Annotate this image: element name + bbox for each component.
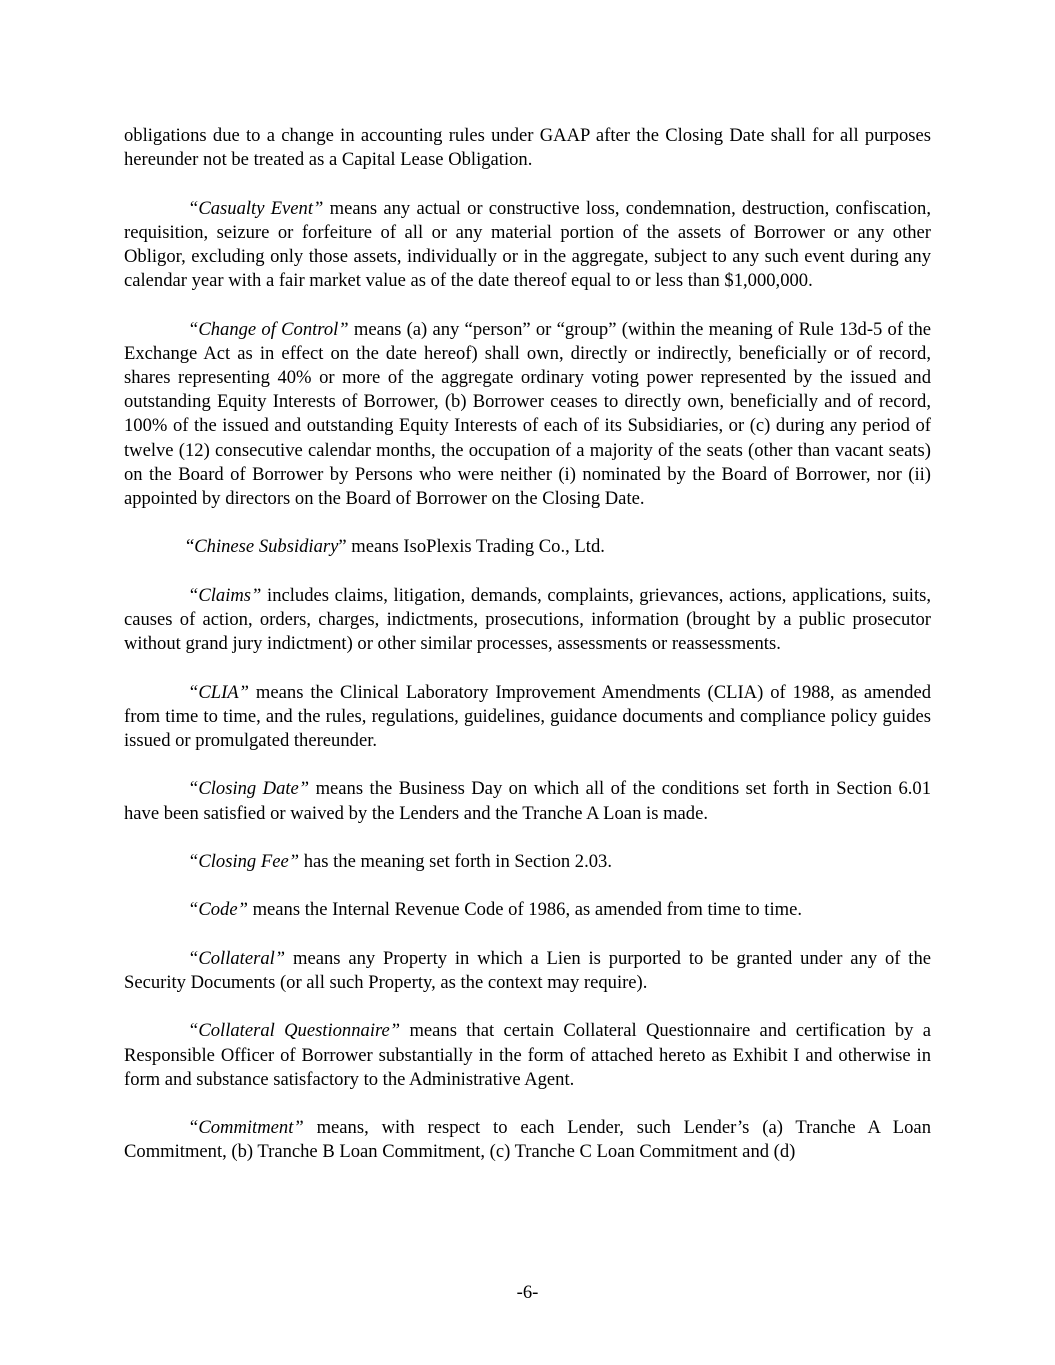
definition-text: has the meaning set forth in Section 2.03.: [299, 850, 612, 872]
definition-text: means the Business Day on which all of the conditions set forth in Section 6.01 have been satisfied or waived by the Lenders and the Tranche A Loan is made.: [124, 778, 931, 824]
defined-term: “Casualty Event”: [188, 197, 324, 219]
defined-term: “CLIA”: [188, 681, 249, 703]
open-quote: “: [186, 536, 195, 558]
definition-text: includes claims, litigation, demands, complaints, grievances, actions, applications, suits, causes of action, orders, charges, indictments, prosecutions, information (brought by a public prosecutor without grand jury indictment) or other similar processes, assessments or reassessments.: [124, 584, 931, 655]
defined-term: “Commitment”: [188, 1117, 304, 1139]
definition-collateral: [124, 947, 931, 995]
definition-text: means any Property in which a Lien is purported to be granted under any of the Security Documents (or all such Property, as the context may require).: [124, 947, 931, 993]
definition-text: means that certain Collateral Questionnaire and certification by a Responsible Officer of Borrower substantially in the form of attached hereto as Exhibit I and otherwise in form and substance satisfactory to the Administrative Agent.: [124, 1020, 931, 1090]
definition-code: [124, 898, 931, 922]
definition-claims: [124, 584, 931, 657]
defined-term: “Change of Control”: [188, 318, 349, 340]
definition-casualty-event: [124, 197, 931, 294]
definition-chinese-subsidiary: [124, 535, 931, 559]
document-body: [124, 124, 931, 1189]
definition-text: means the Internal Revenue Code of 1986, as amended from time to time.: [247, 899, 802, 921]
definition-text: means, with respect to each Lender, such Lender’s (a) Tranche A Loan Commitment, (b) Tranche B Loan Commitment, (c) Tranche C Loan Commitment and (d): [124, 1117, 931, 1163]
definition-closing-fee: [124, 850, 931, 874]
definition-closing-date: [124, 777, 931, 825]
defined-term: “Claims”: [188, 584, 262, 606]
definition-text: means IsoPlexis Trading Co., Ltd.: [346, 536, 605, 558]
definition-change-of-control: [124, 318, 931, 512]
definition-commitment: [124, 1116, 931, 1164]
definition-text: means (a) any “person” or “group” (within the meaning of Rule 13d-5 of the Exchange Act as in effect on the date hereof) shall own, directly or indirectly, beneficially or of record, shares representing 40% or more of the aggregate ordinary voting power represented by the issued and outstanding Equity Interests of Borrower, (b) Borrower ceases to directly own, beneficially and of record, 100% of the issued and outstanding Equity Interests of each of its Subsidiaries, or (c) during any period of twelve (12) consecutive calendar months, the occupation of a majority of the seats (other than vacant seats) on the Board of Borrower by Persons who were neither (i) nominated by the Board of Borrower, nor (ii) appointed by directors on the Board of Borrower on the Closing Date.: [124, 318, 931, 510]
definition-text: means the Clinical Laboratory Improvement Amendments (CLIA) of 1988, as amended from time to time, and the rules, regulations, guidelines, guidance documents and compliance policy guides issued or promulgated thereunder.: [124, 681, 931, 751]
defined-term: “Code”: [188, 899, 248, 921]
close-quote: ”: [338, 536, 347, 558]
intro-paragraph: obligations due to a change in accounting rules under GAAP after the Closing Date shall for all purposes hereunder not be treated as a Capital Lease Obligation.: [124, 125, 931, 171]
defined-term: “Closing Fee”: [188, 850, 300, 872]
definition-text: means any actual or constructive loss, condemnation, destruction, confiscation, requisition, seizure or forfeiture of all or any material portion of the assets of Borrower or any other Obligor, excluding only those assets, individually or in the aggregate, subject to any such event during any calendar year with a fair market value as of the date thereof equal to or less than $1,000,000.: [124, 197, 931, 292]
definition-clia: [124, 681, 931, 754]
defined-term: “Collateral Questionnaire”: [188, 1020, 401, 1042]
defined-term: “Closing Date”: [188, 778, 310, 800]
definition-collateral-questionnaire: [124, 1019, 931, 1092]
page-number: -6-: [516, 1282, 539, 1303]
defined-term: “Collateral”: [188, 947, 286, 969]
defined-term: Chinese Subsidiary: [194, 536, 339, 558]
